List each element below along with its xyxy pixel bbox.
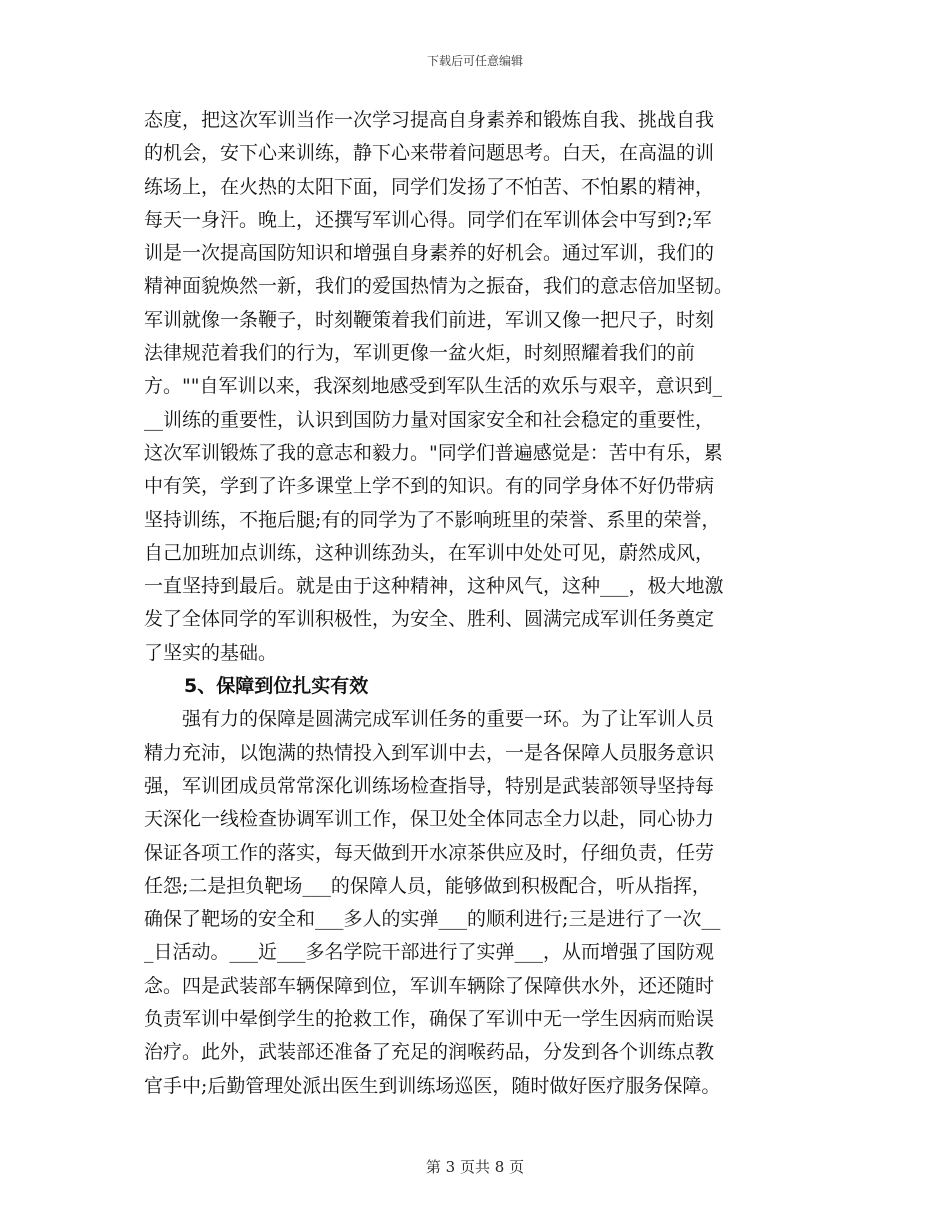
text-line: 这次军训锻炼了我的意志和毅力。"同学们普遍感觉是：苦中有乐，累 [144, 441, 723, 464]
text-line: 训是一次提高国防知识和增强自身素养的好机会。通过军训，我们的 [144, 242, 715, 265]
text-line: 军训就像一条鞭子，时刻鞭策着我们前进，军训又像一把尺子，时刻 [144, 308, 715, 331]
text-line: 方。""自军训以来，我深刻地感受到军队生活的欢乐与艰辛，意识到_ [144, 375, 722, 398]
text-line: 任怨;二是担负靶场___的保障人员，能够做到积极配合，听从指挥， [144, 874, 711, 897]
text-line: 了坚实的基础。 [144, 641, 278, 664]
text-line: 精力充沛，以饱满的热情投入到军训中去，一是各保障人员服务意识 [144, 741, 715, 764]
text-line: 法律规范着我们的行为，军训更像一盆火炬，时刻照耀着我们的前 [144, 342, 696, 365]
text-line: 负责军训中晕倒学生的抢救工作，确保了军训中无一学生因病而贻误 [144, 1008, 715, 1031]
text-line: 发了全体同学的军训积极性，为安全、胜利、圆满完成军训任务奠定 [144, 608, 715, 631]
text-line: _日活动。___近___多名学院干部进行了实弹___，从而增强了国防观 [144, 941, 715, 964]
page-header: 下载后可任意编辑 [426, 54, 523, 68]
section-heading: 5、保障到位扎实有效 [184, 675, 369, 698]
text-line: 保证各项工作的落实，每天做到开水凉茶供应及时，仔细负责，任劳 [144, 841, 715, 864]
text-line: 念。四是武装部车辆保障到位，军训车辆除了保障供水外，还还随时 [144, 974, 715, 997]
text-line: 坚持训练，不拖后腿;有的同学为了不影响班里的荣誉、系里的荣誉， [144, 508, 721, 531]
page-number-footer: 第 3 页共 8 页 [425, 1158, 525, 1176]
text-line: 精神面貌焕然一新，我们的爱国热情为之振奋，我们的意志倍加坚韧。 [144, 275, 734, 298]
text-line: 强，军训团成员常常深化训练场检查指导，特别是武装部领导坚持每 [144, 774, 715, 797]
text-line: 一直坚持到最后。就是由于这种精神，这种风气，这种___，极大地激 [144, 575, 724, 598]
text-line: 中有笑，学到了许多课堂上学不到的知识。有的同学身体不好仍带病 [144, 475, 715, 498]
text-line: 强有力的保障是圆满完成军训任务的重要一环。为了让军训人员 [182, 708, 715, 731]
text-line: 的机会，安下心来训练，静下心来带着问题思考。白天，在高温的训 [144, 142, 715, 165]
text-line: 治疗。此外，武装部还准备了充足的润喉药品，分发到各个训练点教 [144, 1041, 715, 1064]
text-line: 确保了靶场的安全和___多人的实弹___的顺利进行;三是进行了一次__ [144, 908, 721, 931]
text-line: 态度，把这次军训当作一次学习提高自身素养和锻炼自我、挑战自我 [144, 109, 715, 131]
text-line: 官手中;后勤管理处派出医生到训练场巡医，随时做好医疗服务保障。 [144, 1074, 721, 1097]
text-line: 自己加班加点训练，这种训练劲头，在军训中处处可见，蔚然成风， [144, 541, 715, 564]
document-body [144, 104, 812, 1103]
text-line: 每天一身汗。晚上，还撰写军训心得。同学们在军训体会中写到?;军 [144, 208, 712, 231]
text-line: __训练的重要性，认识到国防力量对国家安全和社会稳定的重要性， [144, 408, 715, 431]
text-line: 练场上，在火热的太阳下面，同学们发扬了不怕苦、不怕累的精神， [144, 175, 715, 198]
paragraph-logistics-support [144, 703, 812, 1103]
text-line: 天深化一线检查协调军训工作，保卫处全体同志全力以赴，同心协力 [144, 808, 715, 831]
paragraph-training-attitude [144, 104, 812, 670]
